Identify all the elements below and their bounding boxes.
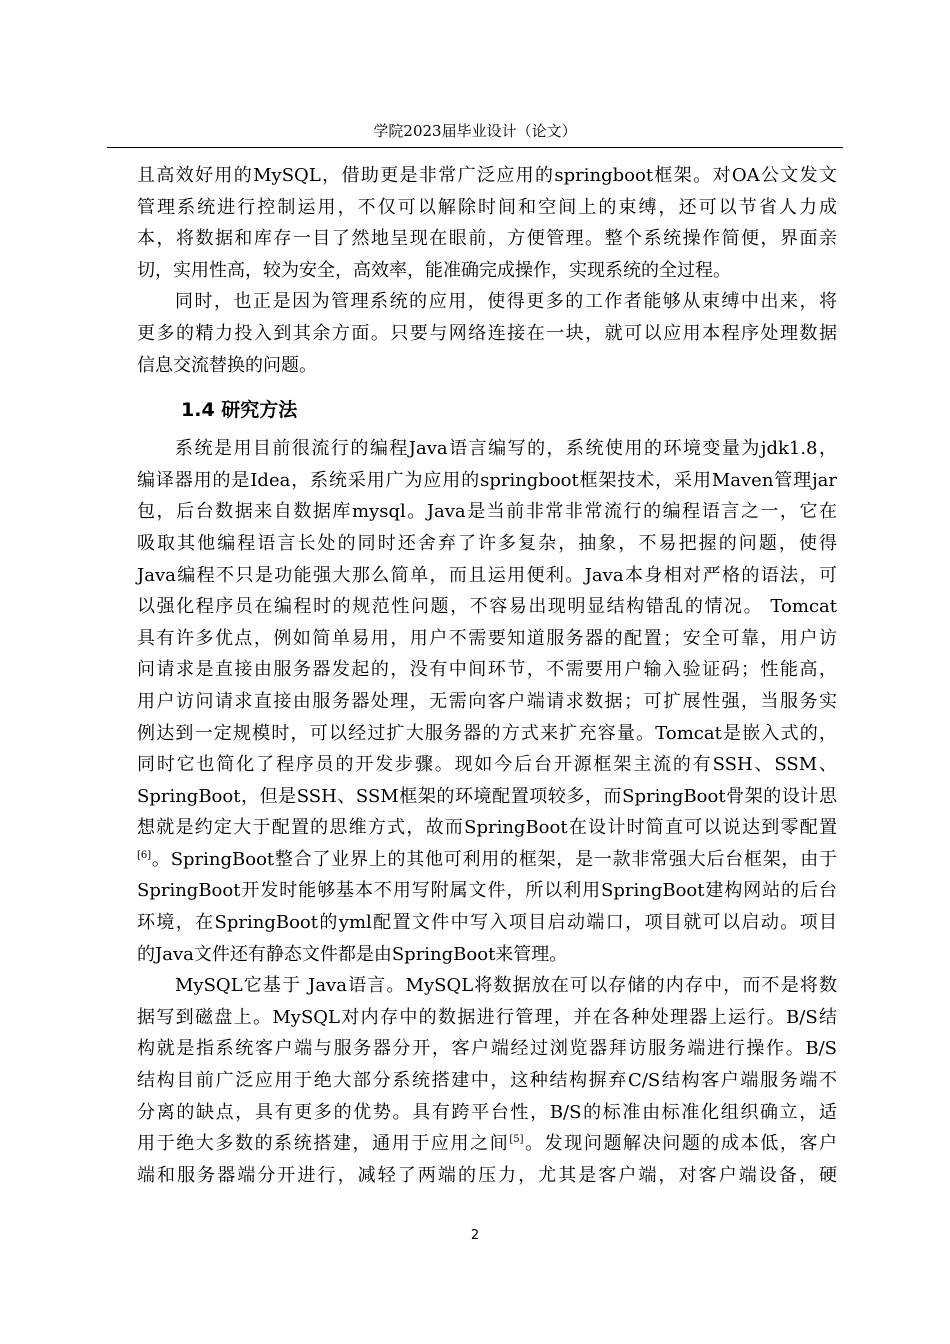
text-line: 用户访问请求直接由服务器处理，无需向客户端请求数据；可扩展性强，当服务实 — [137, 690, 837, 712]
text-line: 切，实用性高，较为安全，高效率，能准确完成操作，实现系统的全过程。 — [137, 259, 731, 281]
text-line: 管理系统进行控制运用，不仅可以解除时间和空间上的束缚，还可以节省人力成 — [137, 196, 837, 218]
text-line: SpringBoot，但是SSH、SSM框架的环境配置项较多，而SpringBoot骨架的设计思 — [137, 785, 837, 807]
text-line: 具有许多优点，例如简单易用，用户不需要知道服务器的配置；安全可靠，用户访 — [137, 627, 837, 649]
text-line: 信息交流替换的问题。 — [137, 354, 317, 376]
running-header: 学院2023届毕业设计（论文） — [373, 122, 577, 140]
text-line: 例达到一定规模时，可以经过扩大服务器的方式来扩充容量。Tomcat是嵌入式的， — [137, 722, 837, 744]
text-line: MySQL它基于 Java语言。MySQL将数据放在可以存储的内存中，而不是将数 — [175, 975, 837, 997]
text-line: 分离的缺点，具有更多的优势。具有跨平台性，B/S的标准由标准化组织确立，适 — [137, 1101, 837, 1123]
text-line: 包，后台数据来自数据库mysql。Java是当前非常非常流行的编程语言之一，它在 — [137, 501, 837, 523]
section-gap — [137, 381, 837, 395]
text-line: 想就是约定大于配置的思维方式，故而SpringBoot在设计时简直可以说达到零配置 — [137, 817, 837, 839]
text-line: 结构目前广泛应用于绝大部分系统搭建中，这种结构摒弃C/S结构客户端服务端不 — [137, 1070, 837, 1092]
header-rule — [107, 147, 843, 148]
text-line: 吸取其他编程语言长处的同时还舍弃了许多复杂，抽象，不易把握的问题，使得 — [137, 532, 837, 554]
section-heading: 1.4 研究方法 — [181, 399, 298, 422]
text-line: 编译器用的是Idea，系统采用广为应用的springboot框架技术，采用Maven管理jar — [137, 469, 837, 491]
text-line: 以强化程序员在编程时的规范性问题，不容易出现明显结构错乱的情况。 Tomcat — [137, 596, 837, 618]
text-line: 据写到磁盘上。MySQL对内存中的数据进行管理，并在各种处理器上运行。B/S结 — [137, 1006, 837, 1028]
citation-ref: [6] — [137, 849, 152, 861]
citation-ref: [5] — [509, 1134, 524, 1146]
text-line: SpringBoot开发时能够基本不用写附属文件，所以利用SpringBoot建构网站的后台 — [137, 880, 837, 902]
text-line: Java编程不只是功能强大那么简单，而且运用便利。Java本身相对严格的语法，可 — [137, 564, 837, 586]
text-line: 用于绝大多数的系统搭建，通用于应用之间[5]。发现问题解决问题的成本低，客户 — [137, 1133, 838, 1155]
text-line: 同时它也简化了程序员的开发步骤。现如今后台开源框架主流的有SSH、SSM、 — [137, 754, 837, 776]
text-line: 端和服务器端分开进行，减轻了两端的压力，尤其是客户端，对客户端设备，硬 — [137, 1164, 837, 1186]
text-line: [6]。SpringBoot整合了业界上的其他可利用的框架，是一款非常强大后台框架，由于 — [137, 848, 837, 870]
text-line: 问请求是直接由服务器发起的，没有中间环节，不需要用户输入验证码；性能高， — [137, 659, 837, 681]
text-line: 的Java文件还有静态文件都是由SpringBoot来管理。 — [137, 943, 568, 965]
text-line: 系统是用目前很流行的编程Java语言编写的，系统使用的环境变量为jdk1.8， — [175, 438, 837, 460]
page-number: 2 — [470, 1228, 480, 1243]
text-line: 构就是指系统客户端与服务器分开，客户端经过浏览器拜访服务端进行操作。B/S — [137, 1038, 837, 1060]
text-line: 更多的精力投入到其余方面。只要与网络连接在一块，就可以应用本程序处理数据 — [137, 322, 837, 344]
body-text — [137, 160, 837, 1191]
text-line: 且高效好用的MySQL，借助更是非常广泛应用的springboot框架。对OA公文发文 — [137, 165, 837, 186]
text-line: 本，将数据和库存一目了然地呈现在眼前，方便管理。整个系统操作简便，界面亲 — [137, 228, 837, 250]
text-line: 同时，也正是因为管理系统的应用，使得更多的工作者能够从束缚中出来，将 — [175, 291, 837, 313]
text-line: 环境，在SpringBoot的yml配置文件中写入项目启动端口，项目就可以启动。项目 — [137, 912, 837, 934]
